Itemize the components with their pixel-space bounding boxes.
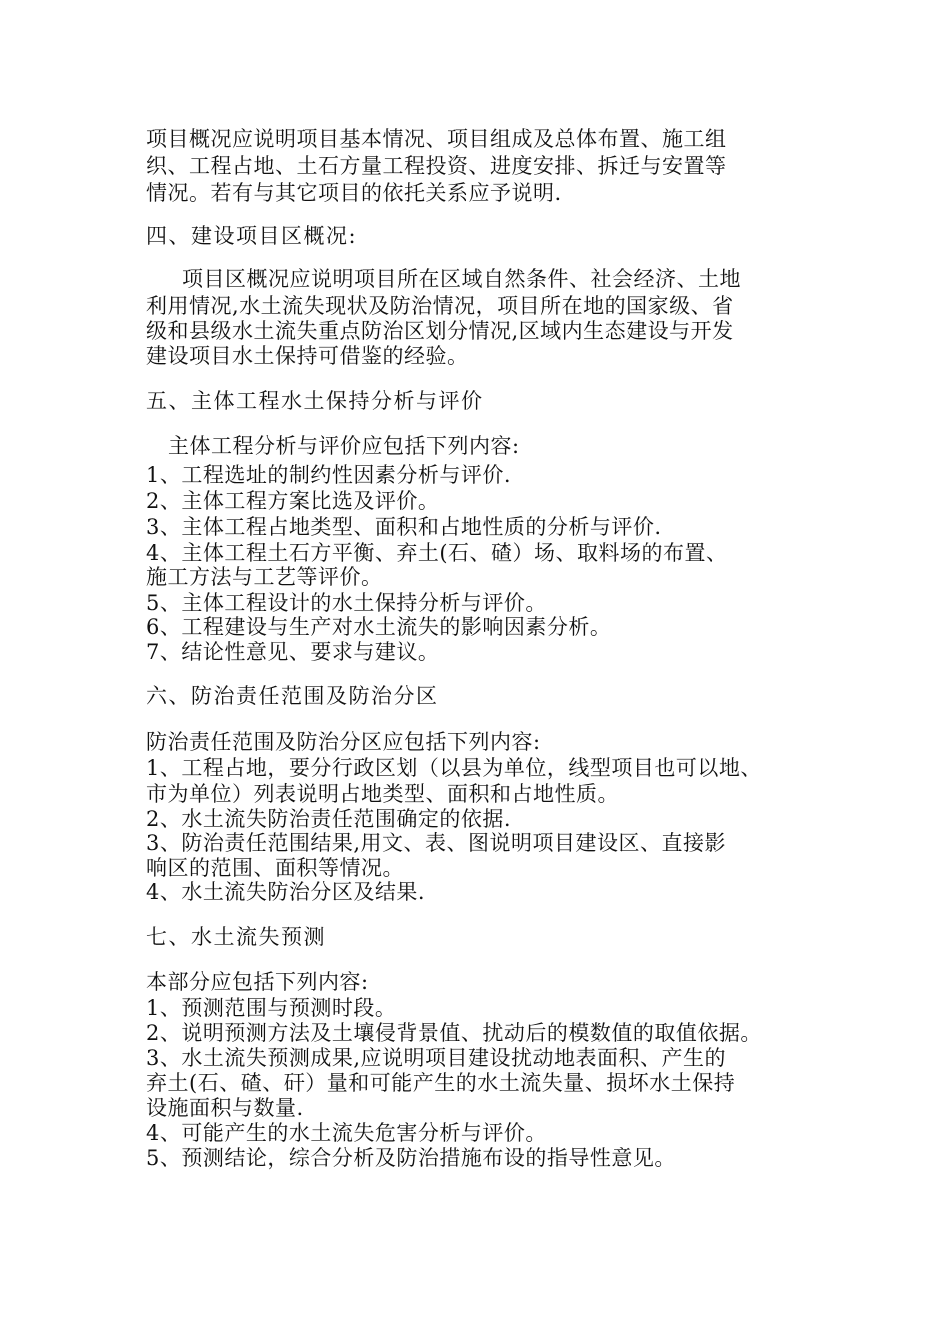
section7-heading: 七、水土流失预测	[146, 925, 326, 949]
section6-item-1-cont: 市为单位）列表说明占地类型、面积和占地性质。	[146, 782, 619, 806]
section4-line-3: 级和县级水土流失重点防治区划分情况,区域内生态建设与开发	[146, 319, 734, 343]
section6-heading: 六、防治责任范围及防治分区	[146, 684, 439, 708]
section5-item-7: 7、结论性意见、要求与建议。	[146, 640, 440, 664]
section5-item-5: 5、主体工程设计的水土保持分析与评价。	[146, 591, 547, 615]
section6-item-4: 4、水土流失防治分区及结果.	[146, 880, 426, 904]
section7-intro: 本部分应包括下列内容:	[146, 970, 369, 994]
section5-item-6: 6、工程建设与生产对水土流失的影响因素分析。	[146, 615, 612, 639]
section7-item-3-cont-1: 弃土(石、碴、矸）量和可能产生的水土流失量、损坏水土保持	[146, 1071, 736, 1095]
section5-intro: 主体工程分析与评价应包括下列内容:	[168, 434, 520, 458]
overview-line-3: 情况。若有与其它项目的依托关系应予说明.	[146, 181, 562, 205]
section4-heading: 四、建设项目区概况:	[146, 224, 358, 248]
section6-item-3: 3、防治责任范围结果,用文、表、图说明项目建设区、直接影	[146, 831, 727, 855]
section7-item-2: 2、说明预测方法及土壤侵背景值、扰动后的模数值的取值依据。	[146, 1021, 762, 1045]
section4-line-4: 建设项目水土保持可借鉴的经验。	[146, 344, 469, 368]
section6-item-1: 1、工程占地，要分行政区划（以县为单位，线型项目也可以地、	[146, 756, 762, 780]
section5-heading: 五、主体工程水土保持分析与评价	[146, 389, 484, 413]
overview-line-1: 项目概况应说明项目基本情况、项目组成及总体布置、施工组	[146, 127, 727, 151]
section4-line-2: 利用情况,水土流失现状及防治情况，项目所在地的国家级、省	[146, 294, 734, 318]
section7-item-4: 4、可能产生的水土流失危害分析与评价。	[146, 1121, 547, 1145]
section5-item-4-cont: 施工方法与工艺等评价。	[146, 565, 383, 589]
section6-intro: 防治责任范围及防治分区应包括下列内容:	[146, 730, 541, 754]
section5-item-1: 1、工程选址的制约性因素分析与评价.	[146, 463, 512, 487]
section5-item-3: 3、主体工程占地类型、面积和占地性质的分析与评价.	[146, 515, 662, 539]
section7-item-3-cont-2: 设施面积与数量.	[146, 1096, 304, 1120]
section5-item-2: 2、主体工程方案比选及评价。	[146, 489, 440, 513]
section7-item-5: 5、预测结论，综合分析及防治措施布设的指导性意见。	[146, 1146, 676, 1170]
section7-item-3: 3、水土流失预测成果,应说明项目建设扰动地表面积、产生的	[146, 1046, 727, 1070]
section6-item-3-cont: 响区的范围、面积等情况。	[146, 856, 404, 880]
section5-item-4: 4、主体工程土石方平衡、弃土(石、碴）场、取料场的布置、	[146, 541, 728, 565]
overview-line-2: 织、工程占地、土石方量工程投资、进度安排、拆迁与安置等	[146, 154, 727, 178]
section6-item-2: 2、水土流失防治责任范围确定的依据.	[146, 807, 512, 831]
section4-line-1: 项目区概况应说明项目所在区域自然条件、社会经济、土地	[182, 267, 741, 291]
section7-item-1: 1、预测范围与预测时段。	[146, 996, 397, 1020]
